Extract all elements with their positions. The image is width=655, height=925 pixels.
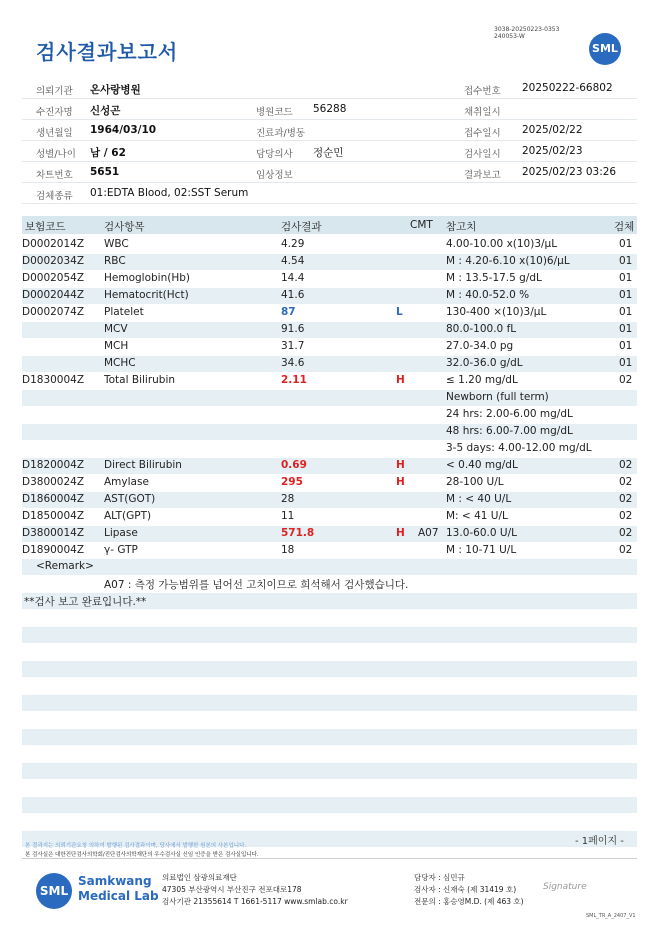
report-date-label: 결과보고 [464, 170, 501, 181]
form-code: SML_TR_A_2407_V1 [586, 913, 636, 919]
staff-in-charge: 담당자 : 심민규 [414, 873, 465, 882]
sml-logo-icon: SML [36, 873, 72, 909]
info-row-specimen [22, 183, 637, 204]
specimen-label: 검체종류 [36, 191, 73, 202]
clinical-label: 임상정보 [256, 170, 293, 181]
sex-age-value: 남 / 62 [90, 147, 126, 159]
cell-specimen: 01 [619, 238, 633, 250]
name-value: 신성곤 [90, 105, 121, 117]
cell-specimen: 02 [619, 527, 633, 539]
table-row [22, 339, 637, 355]
footer-divider [22, 858, 637, 859]
document-id [494, 26, 559, 40]
header-cmt: CMT [410, 219, 433, 231]
signature: Signature [543, 882, 587, 892]
cell-result: 28 [281, 493, 295, 505]
cell-specimen: 01 [619, 289, 633, 301]
cell-name: RBC [104, 255, 126, 267]
table-row [22, 492, 637, 508]
cell-specimen: 01 [619, 357, 633, 369]
cell-name: Amylase [104, 476, 149, 488]
cell-code: D0002044Z [22, 289, 85, 301]
dept-label: 진료과/병동 [256, 128, 306, 139]
footnote-2: 본 검사실은 대한진단검사의학회/진단검사의학재단의 우수검사실 신임 인증을 받은 검사실입니다. [25, 852, 259, 858]
org-info [162, 872, 348, 908]
blank-band [22, 797, 637, 813]
specimen-value: 01:EDTA Blood, 02:SST Serum [90, 187, 249, 199]
cell-ref: M: < 41 U/L [446, 510, 508, 522]
table-row [22, 288, 637, 304]
hospital-code-label: 병원코드 [256, 107, 293, 118]
footnote-1: 본 결과지는 의뢰기관요청 의하여 발행된 검사결과이며, 당사에서 발행한 원본의 사본입니다. [25, 843, 247, 849]
cell-ref: ≤ 1.20 mg/dL [446, 374, 518, 386]
cell-ref: 3-5 days: 4.00-12.00 mg/dL [446, 442, 592, 454]
cell-name: Platelet [104, 306, 144, 318]
cell-specimen: 02 [619, 510, 633, 522]
birth-value: 1964/03/10 [90, 124, 157, 136]
page-number: - 1페이지 - [575, 836, 624, 847]
table-row [22, 390, 637, 406]
cell-code: D1820004Z [22, 459, 85, 471]
cell-code: D0002054Z [22, 272, 85, 284]
cell-result: 34.6 [281, 357, 305, 369]
table-row [22, 305, 637, 321]
cell-ref: 27.0-34.0 pg [446, 340, 514, 352]
org-contact: 검사기관 21355614 T 1661-5117 www.smlab.co.kr [162, 897, 348, 906]
table-row [22, 407, 637, 423]
cell-result: 41.6 [281, 289, 305, 301]
cell-name: Direct Bilirubin [104, 459, 182, 471]
blank-band [22, 695, 637, 711]
header-name: 검사항목 [104, 221, 145, 233]
cell-result: 0.69 [281, 459, 307, 471]
cell-result: 18 [281, 544, 295, 556]
cell-specimen: 01 [619, 340, 633, 352]
table-row [22, 526, 637, 542]
staff-tester: 검사자 : 신재숙 (제 31419 호) [414, 885, 517, 894]
header-ref: 참고치 [446, 221, 477, 233]
receipt-date-value: 2025/02/22 [522, 124, 583, 136]
doctor-value: 정순민 [313, 147, 344, 159]
remark-text-row [22, 576, 637, 592]
info-row-chart [22, 162, 637, 183]
brand-line1: Samkwang [78, 874, 152, 888]
test-date-label: 검사일시 [464, 149, 501, 160]
blank-band [22, 661, 637, 677]
header-specimen: 검체 [614, 221, 635, 233]
cell-name: AST(GOT) [104, 493, 156, 505]
blank-band [22, 627, 637, 643]
blank-band [22, 763, 637, 779]
cell-specimen: 02 [619, 374, 633, 386]
chart-no-label: 차트번호 [36, 170, 73, 181]
cell-result: 295 [281, 476, 303, 488]
cell-result: 4.54 [281, 255, 305, 267]
table-row [22, 509, 637, 525]
cell-ref: M : 4.20-6.10 x(10)6/μL [446, 255, 570, 267]
cell-name: Hematocrit(Hct) [104, 289, 189, 301]
cell-flag: H [396, 459, 405, 471]
header-code: 보험코드 [25, 221, 66, 233]
cell-name: Lipase [104, 527, 138, 539]
cell-code: D3800024Z [22, 476, 85, 488]
report-complete-row [22, 593, 637, 609]
cell-result: 91.6 [281, 323, 305, 335]
cell-ref: 24 hrs: 2.00-6.00 mg/dL [446, 408, 573, 420]
info-row-hospital [22, 78, 637, 99]
receipt-no-value: 20250222-66802 [522, 82, 613, 94]
collect-date-label: 채취일시 [464, 107, 501, 118]
info-row-name [22, 99, 637, 120]
info-row-birth [22, 120, 637, 141]
sml-logo-icon: SML [589, 33, 621, 65]
cell-code: D3800014Z [22, 527, 85, 539]
brand-name [78, 874, 159, 904]
table-row [22, 458, 637, 474]
sex-age-label: 성별/나이 [36, 149, 76, 160]
doctor-label: 담당의사 [256, 149, 293, 160]
hospital-code-value: 56288 [313, 103, 347, 115]
results-table-header [22, 216, 637, 234]
cell-ref: 28-100 U/L [446, 476, 504, 488]
hospital-value: 온사랑병원 [90, 84, 141, 96]
cell-name: WBC [104, 238, 129, 250]
blank-band [22, 729, 637, 745]
report-title: 검사결과보고서 [36, 40, 179, 64]
cell-ref: 4.00-10.00 x(10)3/μL [446, 238, 558, 250]
table-row [22, 356, 637, 372]
receipt-no-label: 접수번호 [464, 86, 501, 97]
org-name: 의료법인 삼광의료재단 [162, 873, 237, 882]
cell-ref: 32.0-36.0 g/dL [446, 357, 523, 369]
table-row [22, 271, 637, 287]
cell-result: 4.29 [281, 238, 305, 250]
cell-flag: H [396, 527, 405, 539]
cell-result: 571.8 [281, 527, 315, 539]
cell-specimen: 01 [619, 255, 633, 267]
cell-code: D1860004Z [22, 493, 85, 505]
document-id-line2: 240053-W [494, 33, 525, 40]
cell-cmt: A07 [418, 527, 439, 539]
cell-flag: H [396, 374, 405, 386]
cell-ref: Newborn (full term) [446, 391, 549, 403]
cell-ref: 48 hrs: 6.00-7.00 mg/dL [446, 425, 573, 437]
cell-ref: < 0.40 mg/dL [446, 459, 518, 471]
cell-flag: H [396, 476, 405, 488]
birth-label: 생년월일 [36, 128, 73, 139]
staff-doctor: 전문의 : 홍승영M.D. (제 463 호) [414, 897, 524, 906]
header-result: 검사결과 [281, 221, 322, 233]
cell-code: D1890004Z [22, 544, 85, 556]
table-row [22, 322, 637, 338]
cell-ref: 80.0-100.0 fL [446, 323, 517, 335]
cell-specimen: 02 [619, 459, 633, 471]
cell-result: 31.7 [281, 340, 305, 352]
cell-name: Total Bilirubin [104, 374, 176, 386]
cell-code: D0002014Z [22, 238, 85, 250]
cell-specimen: 02 [619, 476, 633, 488]
cell-specimen: 01 [619, 323, 633, 335]
cell-specimen: 02 [619, 493, 633, 505]
cell-ref: M : 10-71 U/L [446, 544, 517, 556]
document-id-line1: 3038-20250223-0353 [494, 26, 560, 33]
cell-name: Hemoglobin(Hb) [104, 272, 191, 284]
cell-specimen: 02 [619, 544, 633, 556]
cell-name: MCH [104, 340, 129, 352]
cell-flag: L [396, 306, 403, 318]
test-date-value: 2025/02/23 [522, 145, 583, 157]
cell-specimen: 01 [619, 306, 633, 318]
cell-name: MCHC [104, 357, 136, 369]
receipt-date-label: 접수일시 [464, 128, 501, 139]
table-row [22, 475, 637, 491]
cell-result: 14.4 [281, 272, 305, 284]
cell-ref: 130-400 ×(10)3/μL [446, 306, 547, 318]
report-complete-text: **검사 보고 완료입니다.** [24, 596, 147, 608]
table-row [22, 373, 637, 389]
staff-info [414, 872, 524, 908]
remark-label: <Remark> [36, 560, 94, 572]
table-row [22, 237, 637, 253]
table-row [22, 254, 637, 270]
cell-code: D1850004Z [22, 510, 85, 522]
remark-label-row [22, 559, 637, 575]
remark-text: A07 : 측정 가능범위를 넘어선 고치이므로 희석해서 검사했습니다. [104, 579, 409, 591]
cell-name: MCV [104, 323, 128, 335]
name-label: 수진자명 [36, 107, 73, 118]
cell-code: D0002074Z [22, 306, 85, 318]
info-row-sex-age [22, 141, 637, 162]
brand-line2: Medical Lab [78, 889, 159, 903]
table-row [22, 424, 637, 440]
cell-result: 87 [281, 306, 296, 318]
cell-name: ALT(GPT) [104, 510, 152, 522]
cell-result: 11 [281, 510, 295, 522]
cell-code: D0002034Z [22, 255, 85, 267]
cell-code: D1830004Z [22, 374, 85, 386]
cell-specimen: 01 [619, 272, 633, 284]
report-date-value: 2025/02/23 03:26 [522, 166, 617, 178]
cell-ref: M : 40.0-52.0 % [446, 289, 530, 301]
cell-ref: M : 13.5-17.5 g/dL [446, 272, 542, 284]
table-row [22, 441, 637, 457]
cell-ref: 13.0-60.0 U/L [446, 527, 517, 539]
table-row [22, 543, 637, 559]
chart-no-value: 5651 [90, 166, 120, 178]
cell-name: γ- GTP [104, 544, 138, 556]
cell-result: 2.11 [281, 374, 307, 386]
hospital-label: 의뢰기관 [36, 86, 73, 97]
cell-ref: M : < 40 U/L [446, 493, 512, 505]
org-address: 47305 부산광역시 부산진구 전포대로178 [162, 885, 302, 894]
